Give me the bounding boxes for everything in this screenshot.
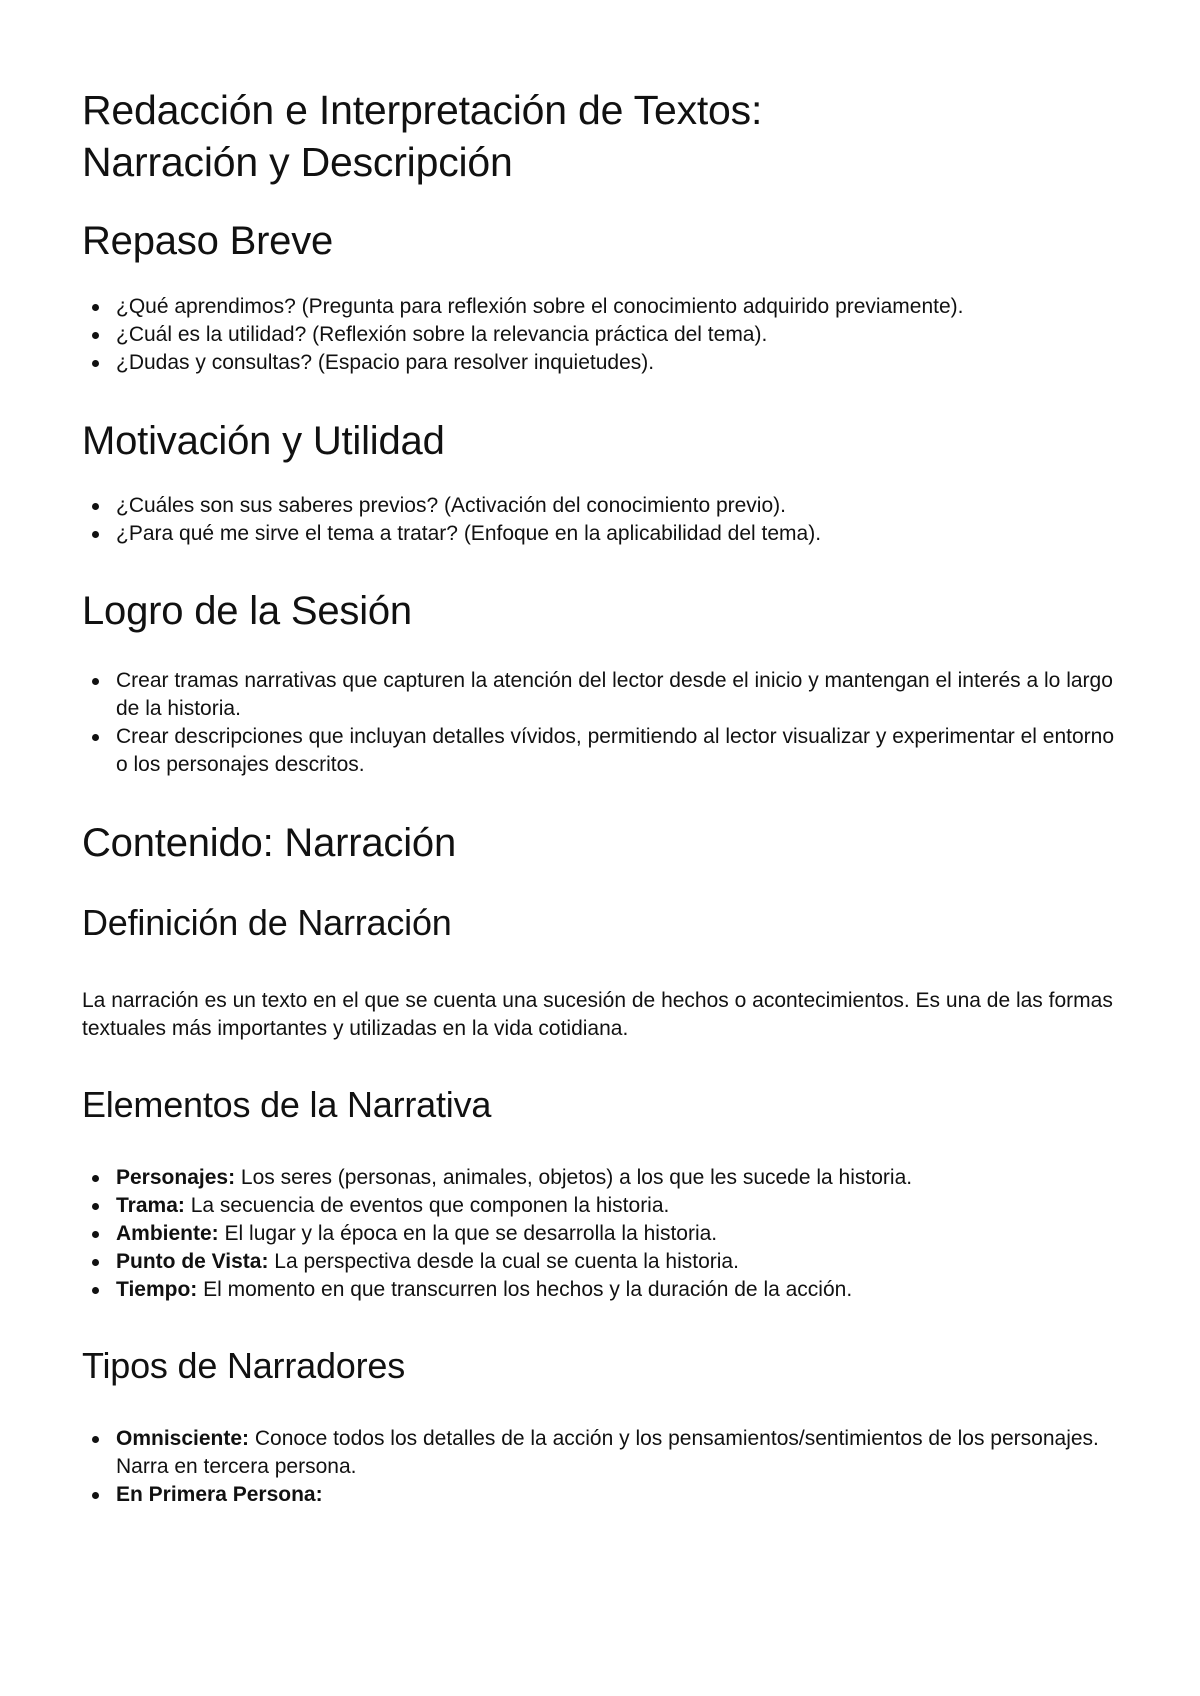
item-term: Omnisciente: <box>116 1427 250 1450</box>
definition-paragraph: La narración es un texto en el que se cuenta una sucesión de hechos o acontecimientos. Es una de las formas textuales más importantes y utilizadas en la vida cotidiana. <box>82 989 1113 1040</box>
title-line-1: Redacción e Interpretación de Textos: <box>82 87 763 133</box>
heading-tipos: Tipos de Narradores <box>82 1345 406 1386</box>
heading-definicion: Definición de Narración <box>82 902 452 943</box>
item-term: Tiempo: <box>116 1278 198 1301</box>
list-item: Crear tramas narrativas que capturen la atención del lector desde el inicio y mantengan el interés a lo largo de la historia. <box>116 667 1122 723</box>
heading-motivacion: Motivación y Utilidad <box>82 419 445 463</box>
document <box>82 84 1122 1509</box>
list-item <box>116 1425 1122 1481</box>
list-item: ¿Para qué me sirve el tema a tratar? (Enfoque en la aplicabilidad del tema). <box>116 520 1122 548</box>
item-desc: Conoce todos los detalles de la acción y los pensamientos/sentimientos de los personajes. Narra en tercera persona. <box>116 1427 1099 1478</box>
list-tipos <box>82 1425 1122 1509</box>
item-desc: La secuencia de eventos que componen la historia. <box>184 1194 670 1217</box>
list-item: ¿Cuál es la utilidad? (Reflexión sobre la relevancia práctica del tema). <box>116 321 1122 349</box>
list-elementos <box>82 1164 1122 1304</box>
item-term: En Primera Persona: <box>116 1483 323 1506</box>
page-title <box>82 84 1122 188</box>
list-item: ¿Qué aprendimos? (Pregunta para reflexión sobre el conocimiento adquirido previamente). <box>116 293 1122 321</box>
title-line-2: Narración y Descripción <box>82 139 513 185</box>
list-item <box>116 1481 1122 1509</box>
item-term: Personajes: <box>116 1166 236 1189</box>
item-desc: Los seres (personas, animales, objetos) a los que les sucede la historia. <box>235 1166 913 1189</box>
list-item: Crear descripciones que incluyan detalles vívidos, permitiendo al lector visualizar y experimentar el entorno o los personajes descritos. <box>116 723 1122 779</box>
list-item <box>116 1164 1122 1192</box>
item-desc: El lugar y la época en la que se desarrolla la historia. <box>218 1222 718 1245</box>
list-item <box>116 1276 1122 1304</box>
list-item: ¿Dudas y consultas? (Espacio para resolver inquietudes). <box>116 349 1122 377</box>
heading-repaso: Repaso Breve <box>82 219 334 263</box>
heading-elementos: Elementos de la Narrativa <box>82 1084 492 1125</box>
list-repaso <box>82 293 1122 377</box>
list-logro <box>82 667 1122 779</box>
item-term: Trama: <box>116 1194 185 1217</box>
item-desc: La perspectiva desde la cual se cuenta la historia. <box>268 1250 739 1273</box>
list-item <box>116 1220 1122 1248</box>
list-item <box>116 1248 1122 1276</box>
heading-contenido: Contenido: Narración <box>82 821 456 865</box>
heading-logro: Logro de la Sesión <box>82 589 412 633</box>
list-motivacion <box>82 492 1122 548</box>
item-term: Ambiente: <box>116 1222 219 1245</box>
item-desc: El momento en que transcurren los hechos y la duración de la acción. <box>197 1278 853 1301</box>
list-item <box>116 1192 1122 1220</box>
item-term: Punto de Vista: <box>116 1250 269 1273</box>
list-item: ¿Cuáles son sus saberes previos? (Activación del conocimiento previo). <box>116 492 1122 520</box>
